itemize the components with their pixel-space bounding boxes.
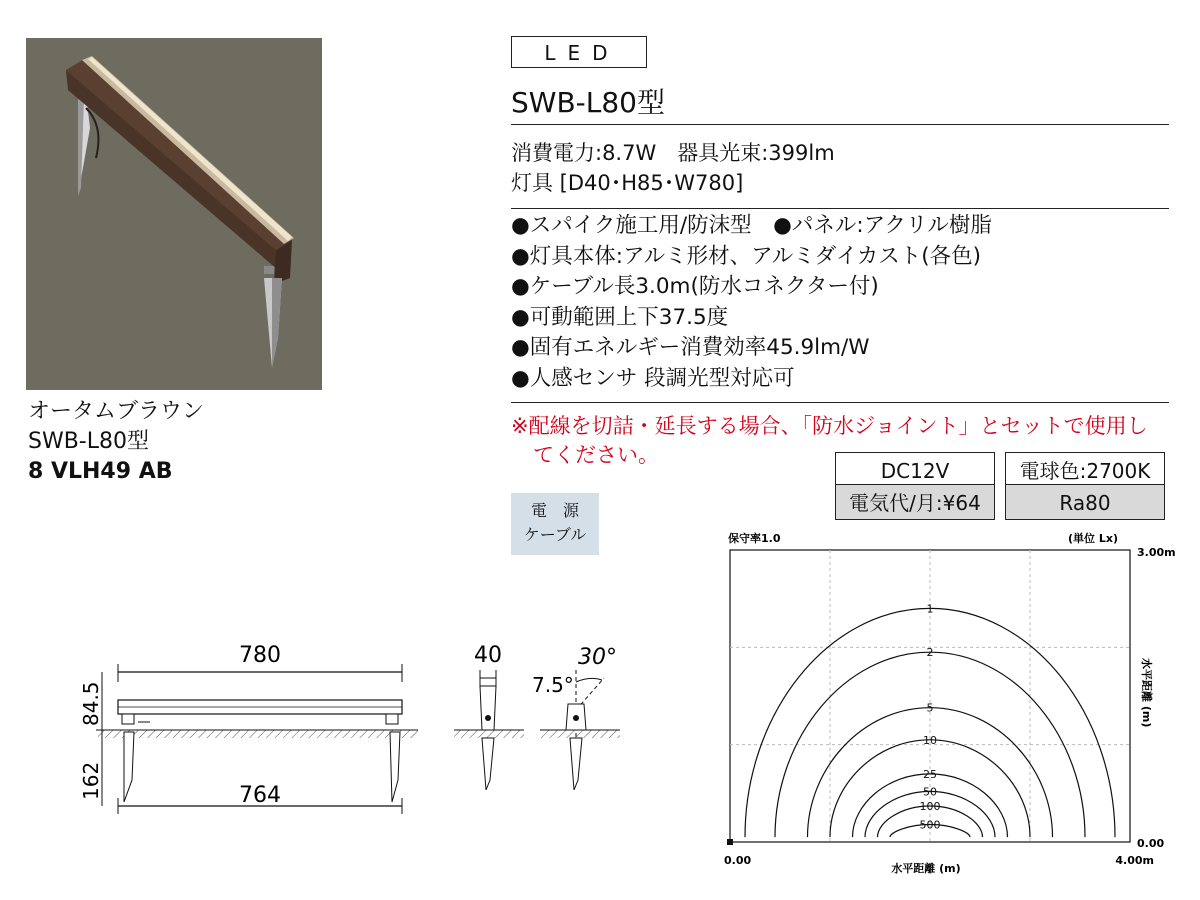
x-tick-max: 4.00m <box>1115 854 1154 867</box>
y-tick-min: 0.00 <box>1137 837 1165 850</box>
plot-area <box>727 550 1130 845</box>
size-spec: 灯具 [D40･H85･W780] <box>511 171 744 195</box>
power-spec: 消費電力:8.7W 器具光束:399lm <box>511 141 835 165</box>
maintenance-note: 保守率1.0 <box>728 532 781 545</box>
contour-label: 1 <box>926 602 934 616</box>
feature-list <box>511 211 992 394</box>
angle-large-label: 30° <box>578 645 617 670</box>
feature-item: ●スパイク施工用/防沫型 ●パネル:アクリル樹脂 <box>511 213 992 238</box>
illuminance-chart <box>718 528 1178 880</box>
cable-tag-line: ケーブル <box>523 525 587 544</box>
photo-model: SWB-L80型 <box>28 429 150 454</box>
color-temp-cell: 電球色:2700K <box>1005 452 1165 488</box>
height-lower-label: 162 <box>79 761 103 800</box>
cri-cell: Ra80 <box>1005 484 1165 520</box>
angle-view-drawing <box>530 630 630 830</box>
y-axis-label: 水平距離 (m) <box>1140 658 1153 728</box>
contour-label: 2 <box>926 646 934 660</box>
feature-item: ●固有エネルギー消費効率45.9lm/W <box>511 335 870 360</box>
x-tick-min: 0.00 <box>724 854 752 867</box>
divider <box>511 124 1169 125</box>
contour-label: 10 <box>923 733 937 747</box>
height-upper-label: 84.5 <box>79 681 103 726</box>
warning-line-1: ※配線を切詰・延長する場合、「防水ジョイント」とセットで使用し <box>511 414 1148 438</box>
width-top-label: 780 <box>239 643 281 668</box>
contour-label: 25 <box>923 767 937 781</box>
power-cable-tag <box>511 493 599 555</box>
product-code: 8 VLH49 AB <box>28 459 173 484</box>
feature-item: ●可動範囲上下37.5度 <box>511 304 729 330</box>
unit-note: (単位 Lx) <box>1068 532 1118 545</box>
warning-line-2: てください。 <box>533 443 659 467</box>
electricity-cost-cell: 電気代/月:¥64 <box>835 484 995 520</box>
contour-label: 50 <box>923 785 937 799</box>
side-view-drawing <box>450 630 530 830</box>
voltage-cell: DC12V <box>835 452 995 488</box>
feature-item: ●灯具本体:アルミ形材、アルミダイカスト(各色) <box>511 243 981 269</box>
divider <box>511 208 1169 209</box>
divider <box>511 402 1169 403</box>
contour-label: 100 <box>919 799 941 813</box>
product-illustration <box>26 38 322 390</box>
product-photo <box>26 38 322 390</box>
depth-label: 40 <box>474 643 502 668</box>
color-name: オータムブラウン <box>28 399 205 424</box>
contour-label: 500 <box>919 818 941 832</box>
contour-label: 5 <box>926 701 934 715</box>
width-bottom-label: 764 <box>239 783 281 808</box>
feature-item: ●人感センサ 段調光型対応可 <box>511 365 795 391</box>
y-tick-max: 3.00m <box>1137 546 1176 559</box>
led-badge: LED <box>511 36 647 68</box>
angle-small-label: 7.5° <box>532 673 574 697</box>
front-view-drawing <box>60 630 430 830</box>
x-axis-label: 水平距離 (m) <box>891 862 961 875</box>
feature-item: ●ケーブル長3.0m(防水コネクター付) <box>511 274 879 299</box>
origin-marker <box>727 839 733 845</box>
cable-tag-line: 電 源 <box>530 501 579 520</box>
model-title: SWB-L80型 <box>511 86 666 119</box>
